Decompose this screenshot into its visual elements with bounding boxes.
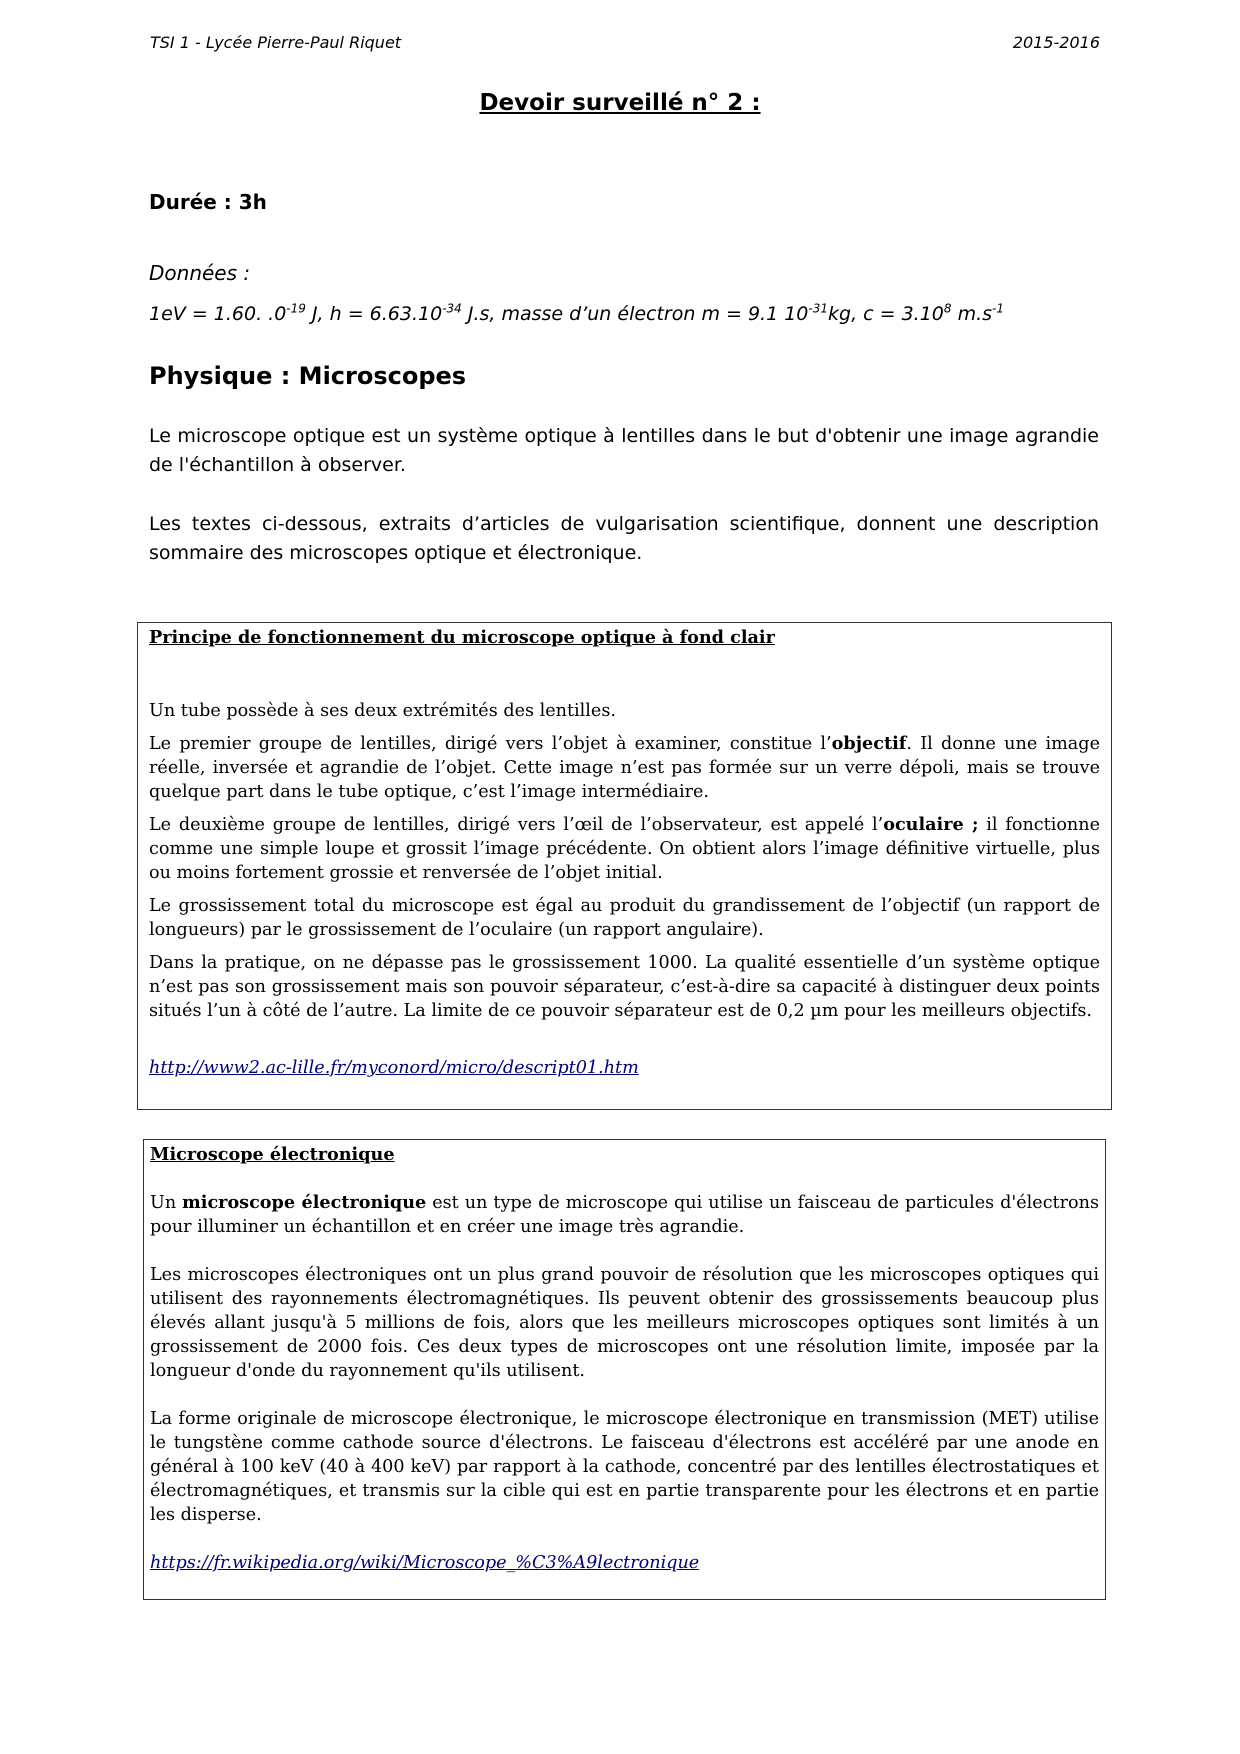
- exam-duration: Durée : 3h: [149, 190, 267, 214]
- optical-paragraph-4: Le grossissement total du microscope est égal au produit du grandissement de l’objectif (un rapport de longueurs) par le grossissement de l’oculaire (un rapport angulaire).: [149, 896, 1100, 940]
- electron-source-link[interactable]: https://fr.wikipedia.org/wiki/Microscope_%C3%A9lectronique: [150, 1553, 700, 1573]
- electron-paragraph-3: La forme originale de microscope électronique, le microscope électronique en transmission (MET) utilise le tungstène comme cathode source d'électrons. Le faisceau d'électrons est accéléré par une anode en général à 100 keV (40 à 400 keV) par rapport à la cathode, concentré par des lentilles électrostatiques et électromagnétiques, et transmis sur la cible qui est en partie transparente pour les électrons et en partie les disperse.: [150, 1409, 1099, 1525]
- optical-microscope-box: [137, 622, 1112, 1110]
- section-title: Physique : Microscopes: [149, 362, 467, 390]
- optical-paragraph-3: Le deuxième groupe de lentilles, dirigé vers l’œil de l’observateur, est appelé l’oculaire ; il fonctionne comme une simple loupe et grossit l’image précédente. On obtient alors l’image définitive virtuelle, plus ou moins fortement grossie et renversée de l’objet initial.: [149, 814, 1100, 883]
- electron-paragraph-2: Les microscopes électroniques ont un plus grand pouvoir de résolution que les microscopes optiques qui utilisent des rayonnements électromagnétiques. Ils peuvent obtenir des grossissements beaucoup plus élevés allant jusqu'à 5 millions de fois, alors que les meilleurs microscopes optiques sont limités à un grossissement de 2000 fois. Ces deux types de microscopes ont une résolution limite, imposée par la longueur d'onde du rayonnement qu'ils utilisent.: [150, 1265, 1099, 1381]
- electron-box-title: Microscope électronique: [150, 1144, 395, 1165]
- data-label: Données :: [149, 261, 251, 285]
- intro-paragraph-2: Les textes ci-dessous, extraits d’articles de vulgarisation scientifique, donnent une description sommaire des microscopes optique et électronique.: [149, 513, 1099, 564]
- optical-paragraph-5: Dans la pratique, on ne dépasse pas le grossissement 1000. La qualité essentielle d’un système optique n’est pas son grossissement mais son pouvoir séparateur, c’est-à-dire sa capacité à distinguer deux points situés l’un à côté de l’autre. La limite de ce pouvoir séparateur est de 0,2 µm pour les meilleurs objectifs.: [149, 953, 1100, 1021]
- intro-paragraph-1: Le microscope optique est un système optique à lentilles dans le but d'obtenir une image agrandie de l'échantillon à observer.: [149, 425, 1099, 476]
- optical-source-link[interactable]: http://www2.ac-lille.fr/myconord/micro/descript01.htm: [149, 1058, 639, 1078]
- optical-box-title: Principe de fonctionnement du microscope optique à fond clair: [149, 627, 775, 648]
- optical-paragraph-2: Le premier groupe de lentilles, dirigé vers l’objet à examiner, constitue l’objectif. Il donne une image réelle, inversée et agrandie de l’objet. Cette image n’est pas formée sur un verre dépoli, mais se trouve quelque part dans le tube optique, c’est l’image intermédiaire.: [149, 733, 1100, 802]
- optical-paragraph-1: Un tube possède à ses deux extrémités des lentilles.: [149, 701, 616, 721]
- header-year: 2015-2016: [1012, 33, 1100, 52]
- electron-paragraph-1: Un microscope électronique est un type de microscope qui utilise un faisceau de particules d'électrons pour illuminer un échantillon et en créer une image très agrandie.: [150, 1192, 1099, 1237]
- header-school: TSI 1 - Lycée Pierre-Paul Riquet: [150, 33, 402, 52]
- page-title: Devoir surveillé n° 2 :: [479, 90, 761, 116]
- electron-microscope-box: [143, 1139, 1106, 1600]
- physical-constants: 1eV = 1.60. $.0^{-19}$ J, $h = 6.63.10^{-34}$ J.s, masse d’un électron m = 9.1 $10^{-31}kg$, $c = 3.10^8$ $m.s^{-1}$: [149, 301, 1005, 325]
